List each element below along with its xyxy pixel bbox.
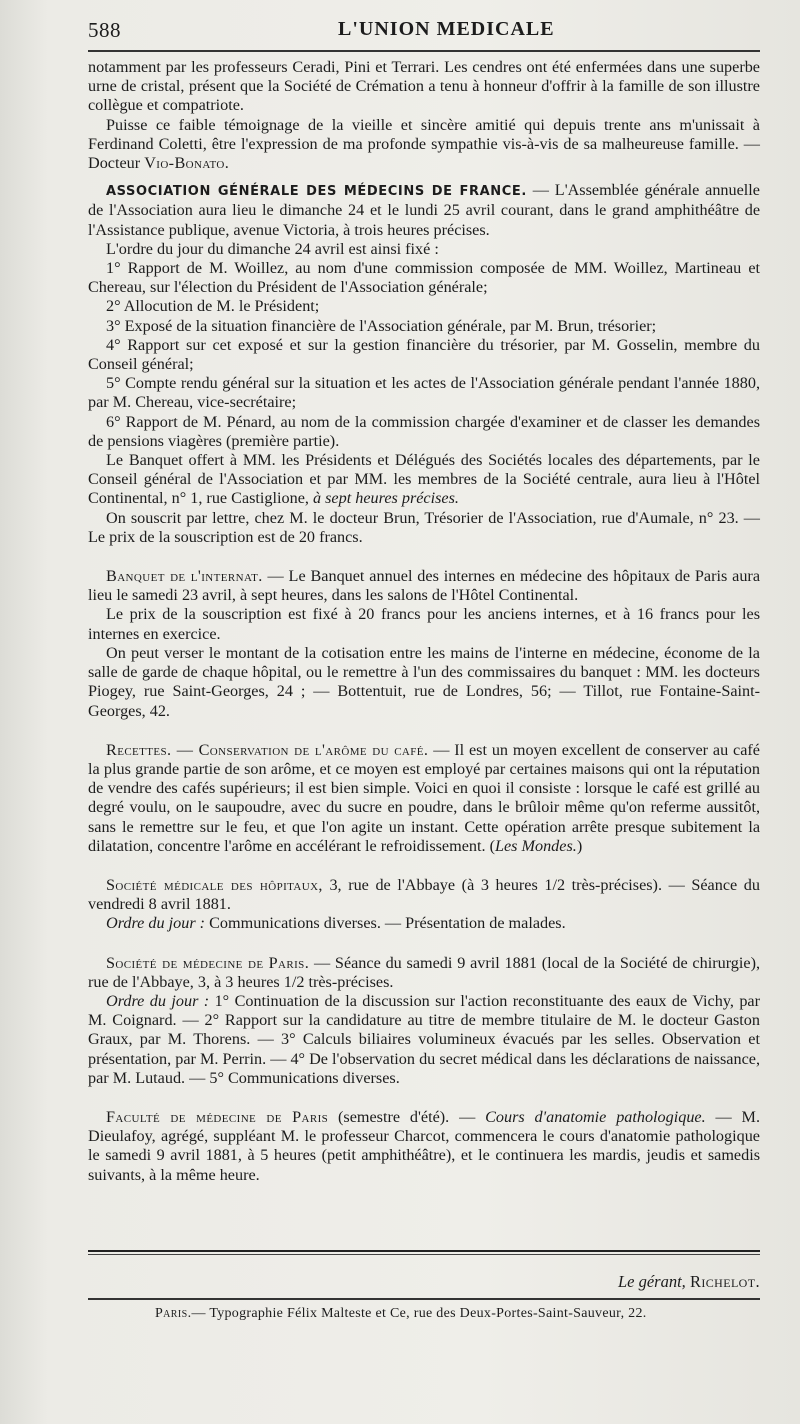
coletti-paragraph-1: notamment par les professeurs Ceradi, Pini et Terrari. Les cendres ont été enfermées dans une superbe urne de cristal, présent que la Société de Crémation a tenu à honneur d'offrir à la famille de son illustre collègue et compatriote. [88,58,760,115]
association-agenda-item-4: 4° Rapport sur cet exposé et sur la gestion financière du trésorier, par M. Gosselin, membre du Conseil général; [88,335,760,374]
societe-medecine-paragraph [88,954,760,992]
page-header [88,14,760,44]
imprint-city: Paris. [155,1306,192,1321]
spacer [88,934,760,954]
recettes-source: Les Mondes. [494,836,577,855]
printer-imprint [155,1306,647,1322]
internat-text: — Le Banquet annuel des internes en médecine des hôpitaux de Paris aura lieu le samedi 23 avril, à sept heures, dans les salons de l'Hôtel Continental. [88,567,761,605]
societe-medecine-agenda-text: 1° Continuation de la discussion sur l'action reconstituante des eaux de Vichy, par M. Coignard. — 2° Rapport sur la candidature au titre de membre titulaire de M. le docteur Gaston Graux, par M. Thorens. — 3° Calculs biliaires volumineux évacués par les selles. Observation et présentation, par M. Perrin. — 4° De l'observation du secret médical dans les déclarations de naissance, par M. Lutaud. — 5° Communications diverses. [88,991,760,1087]
faculte-paragraph [88,1108,760,1185]
recettes-text: — Il est un moyen excellent de conserver au café la plus grande partie de son arôme, et ce moyen est employé par certaines maisons qui ont la réputation de vendre des cafés supérieurs; il est bien simple. Voici en quoi il consiste : lorsque le café est grillé au degré voulu, on le saupoudre, avec du sucre en poudre, dans le brûloir même qu'on referme aussitôt, sans le remettre sur le feu, et que l'on agite un instant. Cette opération arrête presque subitement la dilatation, concentre l'arôme en accélérant le refroidissement. ( [88,740,760,855]
societe-medecine-agenda-label: Ordre du jour : [106,991,210,1010]
article-body [88,58,760,1185]
association-agenda-item-2: 2° Allocution de M. le Président; [106,297,320,316]
association-agenda-item-5: 5° Compte rendu général sur la situation et les actes de l'Association générale pendant l'année 1880, par M. Chereau, vice-secrétaire; [88,374,760,412]
faculte-semester: (semestre d'été). — [328,1107,486,1126]
association-intro [88,181,760,240]
spacer [88,173,760,181]
gerant-name: Richelot. [689,1272,760,1291]
page-number: 588 [88,18,121,42]
faculte-heading: Faculté de médecine de Paris [106,1107,329,1126]
spacer [88,1088,760,1108]
header-rule [88,50,760,52]
coletti-signature: Vio-Bonato. [144,154,230,173]
hopitaux-heading: Société médicale des hôpitaux, [106,875,323,894]
hopitaux-agenda-label: Ordre du jour : [106,914,206,933]
hopitaux-agenda [88,914,760,933]
internat-heading: Banquet de l'internat. [106,567,263,586]
imprint-text: — Typographie Félix Malteste et Ce, rue des Deux-Portes-Saint-Sauveur, 22. [191,1306,647,1321]
association-agenda-item-1: 1° Rapport de M. Woillez, au nom d'une commission composée de MM. Woillez, Martineau et Chereau, sur l'élection du Président de l'Association générale; [88,259,760,297]
internat-paragraph-2: Le prix de la souscription est fixé à 20 francs pour les anciens internes, et à 16 francs pour les internes en exercice. [88,605,760,643]
association-banquet-text: Le Banquet offert à MM. les Présidents et Délégués des Sociétés locales des départements, par le Conseil général de l'Association et par MM. les membres de la Société centrale, aura lieu à l'Hôtel Continental, n° 1, rue Castiglione, [88,451,760,508]
association-heading: ASSOCIATION GÉNÉRALE DES MÉDECINS DE FRANCE. [106,184,527,200]
association-banquet [88,451,760,509]
recettes-paragraph [88,741,760,856]
faculte-course: Cours d'anatomie pathologique. [485,1107,706,1126]
association-subscription: On souscrit par lettre, chez M. le docteur Brun, Trésorier de l'Association, rue d'Aumale, n° 23. — Le prix de la souscription est de 20 francs. [88,508,760,546]
association-banquet-time: à sept heures précises. [312,489,459,508]
footer-double-rule [88,1250,760,1255]
association-agenda-item-3: 3° Exposé de la situation financière de l'Association générale, par M. Brun, trésorier; [106,316,657,335]
coletti-paragraph-2 [88,116,760,174]
societe-medecine-heading: Société de médecine de Paris. [106,953,310,972]
societe-medecine-agenda [88,992,760,1088]
spacer [88,856,760,876]
recettes-close: ) [576,836,583,855]
footer-rule [88,1298,760,1300]
recettes-heading: Recettes. — Conservation de l'arôme du café. [106,740,429,759]
hopitaux-text: 3, rue de l'Abbaye (à 3 heures 1/2 très-précises). — Séance du vendredi 8 avril 1881. [88,875,760,914]
association-agenda-intro: L'ordre du jour du dimanche 24 avril est ainsi fixé : [106,239,439,258]
association-intro-text: — L'Assemblée générale annuelle de l'Association aura lieu le dimanche 24 et le lundi 25 avril courant, dans le grand amphithéâtre de l'Assistance publique, avenue Victoria, à trois heures précises. [88,181,760,239]
faculte-text: — M. Dieulafoy, agrégé, suppléant M. le professeur Charcot, commencera le cours d'anatomie pathologique le samedi 9 avril 1881, à 5 heures (petit amphithéâtre), et le continuera les mardis, jeudis et samedis suivants, à la même heure. [88,1107,760,1184]
hopitaux-paragraph [88,876,760,914]
hopitaux-agenda-text: Communications diverses. — Présentation de malades. [205,914,566,933]
journal-title: L'UNION MEDICALE [338,18,555,40]
spacer [88,721,760,741]
coletti-paragraph-2-text: Puisse ce faible témoignage de la vieille et sincère amitié qui depuis trente ans m'unissait à Ferdinand Coletti, être l'expression de ma profonde sympathie vis-à-vis de sa malheureuse famille. — Docteur [88,115,760,173]
gerant-signature [618,1272,760,1292]
spacer [88,547,760,567]
internat-paragraph-3: On peut verser le montant de la cotisation entre les mains de l'interne en médecine, économe de la salle de garde de chaque hôpital, ou le remettre à l'un des commissaires du banquet : MM. les docteurs Piogey, rue Saint-Georges, 24 ; — Bottentuit, rue de Londres, 56; — Tillot, rue Fontaine-Saint-Georges, 42. [88,643,760,720]
internat-paragraph-1 [88,567,760,605]
societe-medecine-text: — Séance du samedi 9 avril 1881 (local de la Société de chirurgie), rue de l'Abbaye, 3, à 3 heures 1/2 très-précises. [88,953,761,991]
association-agenda-item-6: 6° Rapport de M. Pénard, au nom de la commission chargée d'examiner et de classer les demandes de pensions viagères (première partie). [88,412,760,450]
gerant-label: Le gérant, [617,1272,686,1291]
